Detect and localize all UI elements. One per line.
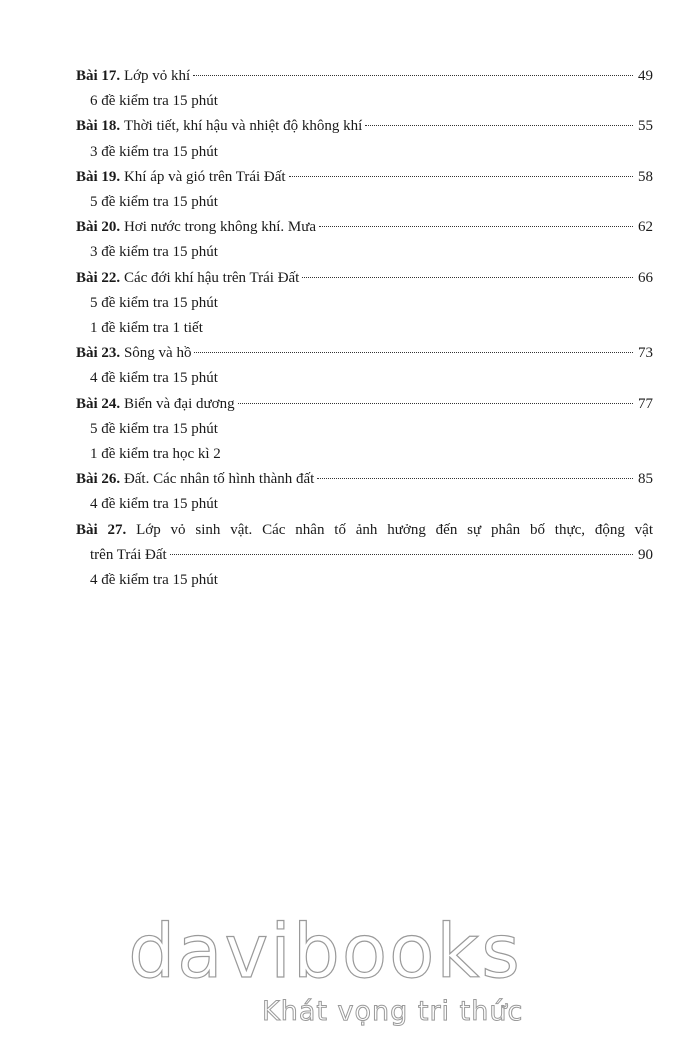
- lesson-number: Bài 22.: [76, 269, 121, 286]
- toc-sub-item: 5 đề kiểm tra 15 phút: [90, 420, 218, 437]
- watermark-slogan: Khát vọng tri thức: [262, 996, 524, 1027]
- page-number: 66: [638, 269, 653, 286]
- lesson-title-line-2: [76, 543, 653, 568]
- lesson-title: Lớp vỏ khí: [123, 68, 191, 84]
- lesson-title: Khí áp và gió trên Trái Đất: [123, 168, 286, 185]
- toc-sub-item: 3 đề kiểm tra 15 phút: [90, 244, 218, 261]
- lesson-number: Bài 23.: [76, 345, 121, 362]
- dot-leader: [238, 403, 633, 404]
- lesson-number: Bài 20.: [76, 219, 121, 236]
- lesson-title: Các đới khí hậu trên Trái Đất: [123, 269, 300, 286]
- toc-sub-item: 1 đề kiểm tra 1 tiết: [90, 320, 203, 337]
- toc-sub-item: 3 đề kiểm tra 15 phút: [90, 143, 218, 160]
- lesson-number: Bài 19.: [76, 168, 121, 185]
- page-number: 55: [638, 118, 653, 135]
- toc-sub-item: 5 đề kiểm tra 15 phút: [90, 294, 218, 311]
- dot-leader: [317, 478, 633, 479]
- toc-entry[interactable]: [76, 114, 653, 139]
- table-of-contents: [76, 64, 653, 593]
- dot-leader: [170, 554, 633, 555]
- toc-entry[interactable]: [76, 467, 653, 492]
- toc-entry[interactable]: [76, 341, 653, 366]
- dot-leader: [193, 75, 633, 76]
- lesson-title: Thời tiết, khí hậu và nhiệt độ không khí: [123, 118, 363, 135]
- page-number: 77: [638, 395, 653, 412]
- lesson-title: Lớp vỏ sinh vật. Các nhân tố ảnh hưởng đến sự phân bố thực, động vật: [136, 521, 653, 538]
- watermark-brand: davibooks: [128, 909, 522, 995]
- page-number: 90: [638, 546, 653, 563]
- lesson-number: Bài 26.: [76, 471, 121, 488]
- lesson-number: Bài 27.: [76, 521, 127, 538]
- lesson-title: Đất. Các nhân tố hình thành đất: [123, 471, 315, 488]
- lesson-number: Bài 24.: [76, 395, 121, 412]
- lesson-title: Sông và hồ: [123, 345, 192, 362]
- page-number: 49: [638, 68, 653, 84]
- dot-leader: [194, 352, 633, 353]
- toc-sub-item: 4 đề kiểm tra 15 phút: [90, 496, 218, 513]
- page-number: 73: [638, 345, 653, 362]
- toc-sub-item: 1 đề kiểm tra học kì 2: [90, 446, 221, 463]
- toc-entry[interactable]: [76, 392, 653, 417]
- lesson-title: Hơi nước trong không khí. Mưa: [123, 219, 317, 236]
- dot-leader: [365, 125, 633, 126]
- toc-sub-item: 4 đề kiểm tra 15 phút: [90, 370, 218, 387]
- page-number: 85: [638, 471, 653, 488]
- lesson-title-continued: trên Trái Đất: [90, 546, 167, 563]
- toc-sub-item: 4 đề kiểm tra 15 phút: [90, 572, 218, 589]
- toc-entry[interactable]: [76, 266, 653, 291]
- lesson-title: Biển và đại dương: [123, 395, 235, 412]
- dot-leader: [319, 226, 633, 227]
- dot-leader: [289, 176, 633, 177]
- lesson-number: Bài 18.: [76, 118, 121, 135]
- watermark: [0, 909, 700, 1027]
- lesson-title-line-1: [76, 518, 653, 543]
- page-number: 58: [638, 168, 653, 185]
- toc-entry[interactable]: [76, 165, 653, 190]
- toc-entry[interactable]: [76, 64, 653, 89]
- page-number: 62: [638, 219, 653, 236]
- toc-entry[interactable]: [76, 215, 653, 240]
- toc-sub-item: 6 đề kiểm tra 15 phút: [90, 93, 218, 110]
- dot-leader: [302, 277, 633, 278]
- lesson-number: Bài 17.: [76, 68, 121, 84]
- toc-sub-item: 5 đề kiểm tra 15 phút: [90, 194, 218, 211]
- toc-entry[interactable]: [76, 518, 653, 568]
